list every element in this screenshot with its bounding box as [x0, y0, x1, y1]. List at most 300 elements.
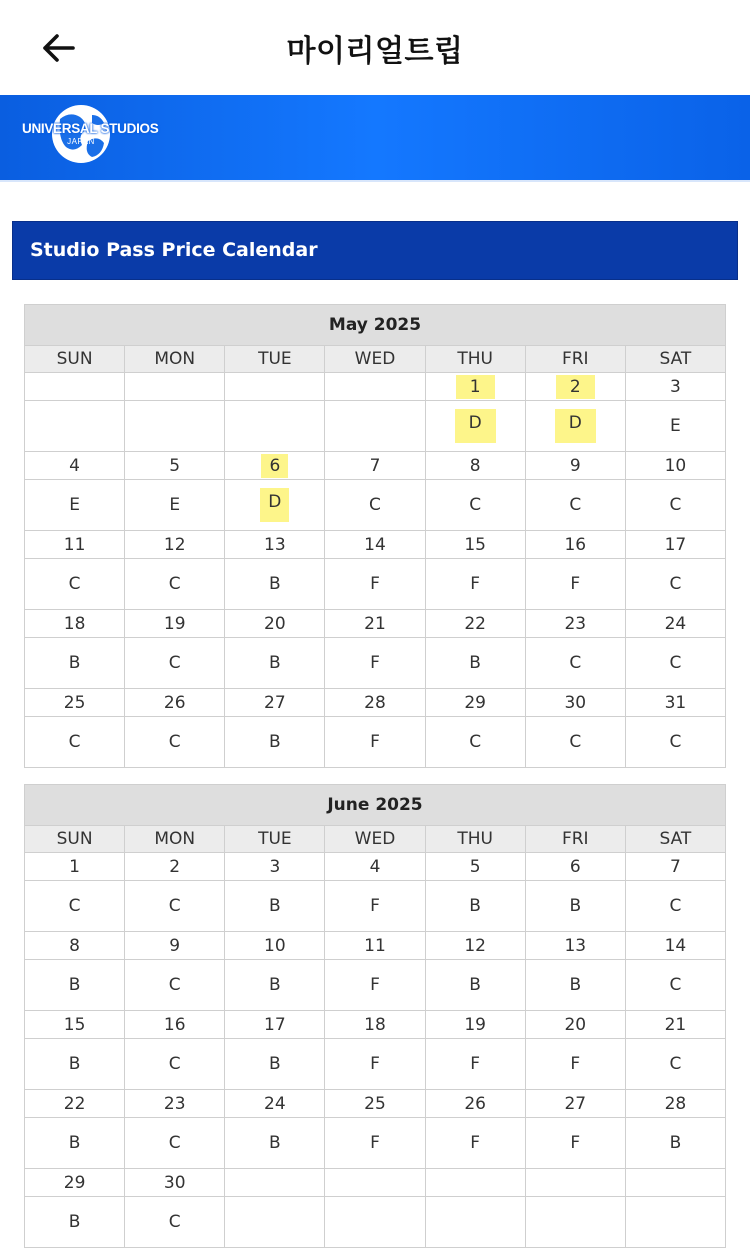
date-number: 22 [63, 1093, 86, 1114]
price-tier: C [168, 732, 181, 752]
date-number: 5 [469, 856, 481, 877]
date-cell [625, 932, 725, 960]
price-cell [625, 480, 725, 531]
price-cell [425, 960, 525, 1011]
date-cell [325, 1169, 425, 1197]
price-tier: C [168, 653, 181, 673]
price-cell [425, 638, 525, 689]
date-number: 27 [564, 1093, 587, 1114]
week-price-row [25, 717, 726, 768]
price-cell [525, 960, 625, 1011]
price-tier: F [470, 1133, 481, 1153]
calendar-june-2025 [24, 784, 726, 1248]
date-number: 19 [163, 613, 186, 634]
date-number: 15 [464, 534, 486, 555]
price-tier: B [68, 975, 81, 995]
price-cell [525, 1039, 625, 1090]
price-tier: C [369, 495, 381, 515]
date-cell [325, 1090, 425, 1118]
calendar-title: June 2025 [25, 785, 726, 826]
date-cell [625, 1169, 725, 1197]
price-tier: B [269, 574, 281, 594]
date-cell [125, 1169, 225, 1197]
date-cell [325, 1011, 425, 1039]
price-tier: C [669, 1054, 682, 1074]
price-tier: B [68, 653, 81, 673]
date-number: 12 [163, 534, 186, 555]
price-tier: F [370, 896, 380, 916]
price-tier: F [370, 732, 380, 752]
price-cell [425, 1197, 525, 1248]
date-cell [625, 452, 725, 480]
week-price-row [25, 401, 726, 452]
date-number: 6 [261, 454, 288, 478]
date-cell [25, 1011, 125, 1039]
price-cell [425, 1039, 525, 1090]
price-cell [325, 881, 425, 932]
date-number: 20 [264, 613, 286, 634]
date-number: 25 [364, 1093, 386, 1114]
price-cell [425, 1118, 525, 1169]
price-tier: C [669, 495, 682, 515]
price-cell [225, 401, 325, 452]
weekday-header: WED [325, 826, 425, 853]
date-cell [425, 531, 525, 559]
weekday-header: FRI [525, 346, 625, 373]
price-cell [425, 717, 525, 768]
price-tier: E [69, 495, 80, 515]
weekday-header: SUN [25, 826, 125, 853]
price-tier: C [569, 653, 582, 673]
price-tier: E [670, 416, 681, 436]
price-cell [125, 401, 225, 452]
price-tier: B [269, 1054, 281, 1074]
price-cell [225, 480, 325, 531]
price-tier: F [570, 574, 581, 594]
date-number: 26 [464, 1093, 486, 1114]
price-cell [125, 1118, 225, 1169]
price-cell [25, 559, 125, 610]
price-cell [25, 717, 125, 768]
price-cell [25, 401, 125, 452]
price-cell [225, 638, 325, 689]
price-cell [625, 559, 725, 610]
date-number: 4 [69, 455, 80, 476]
date-cell [525, 452, 625, 480]
date-cell [225, 531, 325, 559]
date-number: 17 [664, 534, 687, 555]
price-cell [125, 717, 225, 768]
price-cell [425, 559, 525, 610]
price-cell [625, 401, 725, 452]
date-number: 5 [169, 455, 181, 476]
date-cell [225, 610, 325, 638]
date-number: 28 [364, 692, 386, 713]
price-tier: F [370, 1133, 380, 1153]
date-cell [525, 1011, 625, 1039]
date-number: 10 [264, 935, 286, 956]
price-cell [625, 638, 725, 689]
date-cell [225, 689, 325, 717]
date-number: 11 [364, 935, 386, 956]
date-cell [125, 932, 225, 960]
date-number: 14 [664, 935, 687, 956]
price-tier: C [168, 574, 181, 594]
week-date-row [25, 373, 726, 401]
price-tier: C [669, 574, 682, 594]
price-cell [325, 401, 425, 452]
week-date-row [25, 853, 726, 881]
date-cell [625, 373, 725, 401]
week-date-row [25, 1169, 726, 1197]
price-cell [325, 480, 425, 531]
price-tier: C [168, 896, 181, 916]
date-cell [325, 373, 425, 401]
price-tier: F [370, 574, 380, 594]
date-cell [525, 689, 625, 717]
date-cell [225, 1011, 325, 1039]
week-date-row [25, 610, 726, 638]
date-number: 1 [456, 375, 495, 399]
price-tier: C [168, 1212, 181, 1232]
price-tier: B [68, 1212, 81, 1232]
date-cell [625, 531, 725, 559]
date-cell [125, 689, 225, 717]
date-cell [225, 853, 325, 881]
week-date-row [25, 1090, 726, 1118]
date-cell [325, 610, 425, 638]
date-cell [425, 932, 525, 960]
date-cell [25, 452, 125, 480]
price-cell [225, 1118, 325, 1169]
price-cell [25, 480, 125, 531]
date-cell [625, 1011, 725, 1039]
date-cell [525, 1090, 625, 1118]
week-date-row [25, 689, 726, 717]
price-tier: B [68, 1133, 81, 1153]
price-tier: F [370, 975, 380, 995]
price-tier: F [570, 1133, 581, 1153]
date-cell [625, 853, 725, 881]
date-cell [25, 1090, 125, 1118]
date-number: 13 [564, 935, 587, 956]
globe-icon [22, 101, 159, 171]
price-tier: F [370, 1054, 380, 1074]
price-cell [225, 881, 325, 932]
date-cell [25, 932, 125, 960]
app-bar [0, 0, 750, 95]
date-cell [125, 610, 225, 638]
date-number: 3 [670, 376, 681, 397]
weekday-header: FRI [525, 826, 625, 853]
price-tier: C [569, 732, 582, 752]
date-number: 13 [264, 534, 286, 555]
price-cell [525, 717, 625, 768]
week-date-row [25, 531, 726, 559]
weekday-header: TUE [225, 346, 325, 373]
logo-text: UNIVERSAL STUDIOS [22, 121, 159, 136]
date-number: 7 [670, 856, 681, 877]
date-cell [625, 610, 725, 638]
date-number: 16 [564, 534, 587, 555]
price-tier: F [370, 653, 380, 673]
price-tier: B [68, 1054, 81, 1074]
price-cell [125, 1039, 225, 1090]
price-tier: B [469, 896, 481, 916]
price-cell [525, 1118, 625, 1169]
price-cell [325, 559, 425, 610]
date-cell [525, 932, 625, 960]
price-tier: D [555, 409, 596, 443]
date-number: 16 [163, 1014, 186, 1035]
date-cell [325, 932, 425, 960]
section-title: Studio Pass Price Calendar [30, 239, 318, 261]
price-cell [25, 1039, 125, 1090]
price-tier: B [469, 975, 481, 995]
logo-subtext: JAPAN [67, 137, 95, 146]
price-cell [625, 717, 725, 768]
weekday-header: WED [325, 346, 425, 373]
price-tier: D [260, 488, 289, 522]
calendar-may-2025 [24, 304, 726, 768]
week-price-row [25, 1197, 726, 1248]
date-number: 7 [369, 455, 381, 476]
banner-divider [0, 180, 750, 182]
weekday-header: TUE [225, 826, 325, 853]
date-cell [425, 853, 525, 881]
date-cell [525, 853, 625, 881]
date-cell [125, 452, 225, 480]
price-cell [625, 960, 725, 1011]
price-cell [625, 881, 725, 932]
weekday-header: MON [125, 346, 225, 373]
section-header [12, 221, 738, 280]
price-cell [125, 1197, 225, 1248]
date-number: 30 [564, 692, 587, 713]
week-price-row [25, 559, 726, 610]
price-cell [525, 480, 625, 531]
week-price-row [25, 480, 726, 531]
price-cell [225, 1039, 325, 1090]
price-tier: B [669, 1133, 682, 1153]
date-number: 4 [369, 856, 381, 877]
weekday-header: SAT [625, 826, 725, 853]
price-cell [125, 881, 225, 932]
universal-studios-banner [0, 95, 750, 180]
date-number: 8 [469, 455, 481, 476]
price-tier: C [669, 653, 682, 673]
date-number: 30 [163, 1172, 186, 1193]
price-cell [325, 1039, 425, 1090]
price-cell [325, 960, 425, 1011]
week-price-row [25, 1118, 726, 1169]
price-tier: B [569, 975, 582, 995]
date-number: 21 [364, 613, 386, 634]
date-cell [425, 1011, 525, 1039]
date-number: 14 [364, 534, 386, 555]
date-cell [225, 373, 325, 401]
price-cell [425, 881, 525, 932]
date-cell [225, 932, 325, 960]
price-tier: B [269, 975, 281, 995]
page-title: 마이리얼트립 [286, 34, 464, 69]
price-cell [25, 960, 125, 1011]
date-number: 11 [63, 534, 86, 555]
price-tier: F [470, 574, 481, 594]
price-tier: C [469, 495, 482, 515]
date-number: 10 [664, 455, 687, 476]
date-cell [25, 1169, 125, 1197]
date-cell [525, 610, 625, 638]
date-cell [225, 452, 325, 480]
date-cell [125, 1011, 225, 1039]
price-cell [525, 559, 625, 610]
date-cell [425, 689, 525, 717]
date-cell [625, 689, 725, 717]
date-number: 31 [664, 692, 687, 713]
price-cell [425, 480, 525, 531]
date-number: 3 [269, 856, 281, 877]
date-number: 2 [169, 856, 181, 877]
price-tier: B [469, 653, 481, 673]
date-number: 9 [169, 935, 181, 956]
date-number: 24 [664, 613, 687, 634]
date-number: 27 [264, 692, 286, 713]
price-tier: C [669, 896, 682, 916]
date-number: 24 [264, 1093, 286, 1114]
price-tier: C [68, 896, 81, 916]
weekday-header: THU [425, 346, 525, 373]
price-cell [225, 717, 325, 768]
date-number: 15 [63, 1014, 86, 1035]
price-cell [525, 881, 625, 932]
date-number: 25 [63, 692, 86, 713]
date-number: 1 [69, 856, 80, 877]
date-number: 18 [63, 613, 86, 634]
price-cell [25, 638, 125, 689]
date-cell [25, 531, 125, 559]
date-number: 2 [556, 375, 595, 399]
date-cell [525, 1169, 625, 1197]
week-price-row [25, 960, 726, 1011]
price-cell [25, 881, 125, 932]
date-number: 26 [163, 692, 186, 713]
date-cell [125, 853, 225, 881]
price-tier: B [269, 1133, 281, 1153]
date-cell [225, 1090, 325, 1118]
price-cell [125, 638, 225, 689]
price-cell [325, 1197, 425, 1248]
price-cell [525, 1197, 625, 1248]
price-tier: C [168, 975, 181, 995]
date-cell [425, 1090, 525, 1118]
price-tier: B [269, 896, 281, 916]
universal-studios-logo [22, 101, 159, 171]
date-cell [325, 452, 425, 480]
price-tier: C [68, 732, 81, 752]
price-tier: D [455, 409, 496, 443]
price-cell [525, 638, 625, 689]
price-tier: B [569, 896, 582, 916]
price-tier: C [168, 1133, 181, 1153]
weekday-header: MON [125, 826, 225, 853]
price-cell [625, 1039, 725, 1090]
price-tier: C [669, 975, 682, 995]
price-cell [625, 1118, 725, 1169]
date-cell [525, 373, 625, 401]
date-cell [425, 373, 525, 401]
price-tier: C [469, 732, 482, 752]
date-number: 21 [664, 1014, 687, 1035]
price-cell [225, 1197, 325, 1248]
date-number: 17 [264, 1014, 286, 1035]
date-number: 6 [569, 856, 581, 877]
date-number: 19 [464, 1014, 486, 1035]
date-cell [125, 531, 225, 559]
price-tier: F [470, 1054, 481, 1074]
weekday-header: THU [425, 826, 525, 853]
date-cell [25, 853, 125, 881]
price-cell [525, 401, 625, 452]
price-cell [25, 1197, 125, 1248]
date-cell [125, 373, 225, 401]
date-cell [25, 610, 125, 638]
price-tier: C [168, 1054, 181, 1074]
price-cell [225, 960, 325, 1011]
date-cell [325, 531, 425, 559]
date-cell [325, 689, 425, 717]
date-number: 29 [63, 1172, 86, 1193]
price-cell [325, 1118, 425, 1169]
date-number: 23 [163, 1093, 186, 1114]
date-cell [25, 689, 125, 717]
date-cell [625, 1090, 725, 1118]
price-cell [425, 401, 525, 452]
date-number: 20 [564, 1014, 587, 1035]
date-number: 29 [464, 692, 486, 713]
price-cell [125, 559, 225, 610]
price-cell [625, 1197, 725, 1248]
date-number: 8 [69, 935, 80, 956]
price-cell [25, 1118, 125, 1169]
date-number: 23 [564, 613, 587, 634]
price-cell [325, 638, 425, 689]
price-tier: B [269, 732, 281, 752]
date-cell [125, 1090, 225, 1118]
date-cell [425, 1169, 525, 1197]
date-cell [425, 610, 525, 638]
date-cell [525, 531, 625, 559]
date-number: 28 [664, 1093, 687, 1114]
price-cell [225, 559, 325, 610]
date-cell [25, 373, 125, 401]
price-cell [325, 717, 425, 768]
price-tier: F [570, 1054, 581, 1074]
price-cell [125, 960, 225, 1011]
week-price-row [25, 638, 726, 689]
date-number: 18 [364, 1014, 386, 1035]
date-cell [425, 452, 525, 480]
weekday-header: SUN [25, 346, 125, 373]
calendar-title: May 2025 [25, 305, 726, 346]
weekday-header: SAT [625, 346, 725, 373]
week-price-row [25, 1039, 726, 1090]
price-tier: B [269, 653, 281, 673]
week-date-row [25, 932, 726, 960]
price-tier: C [68, 574, 81, 594]
date-number: 22 [464, 613, 486, 634]
price-tier: C [569, 495, 582, 515]
